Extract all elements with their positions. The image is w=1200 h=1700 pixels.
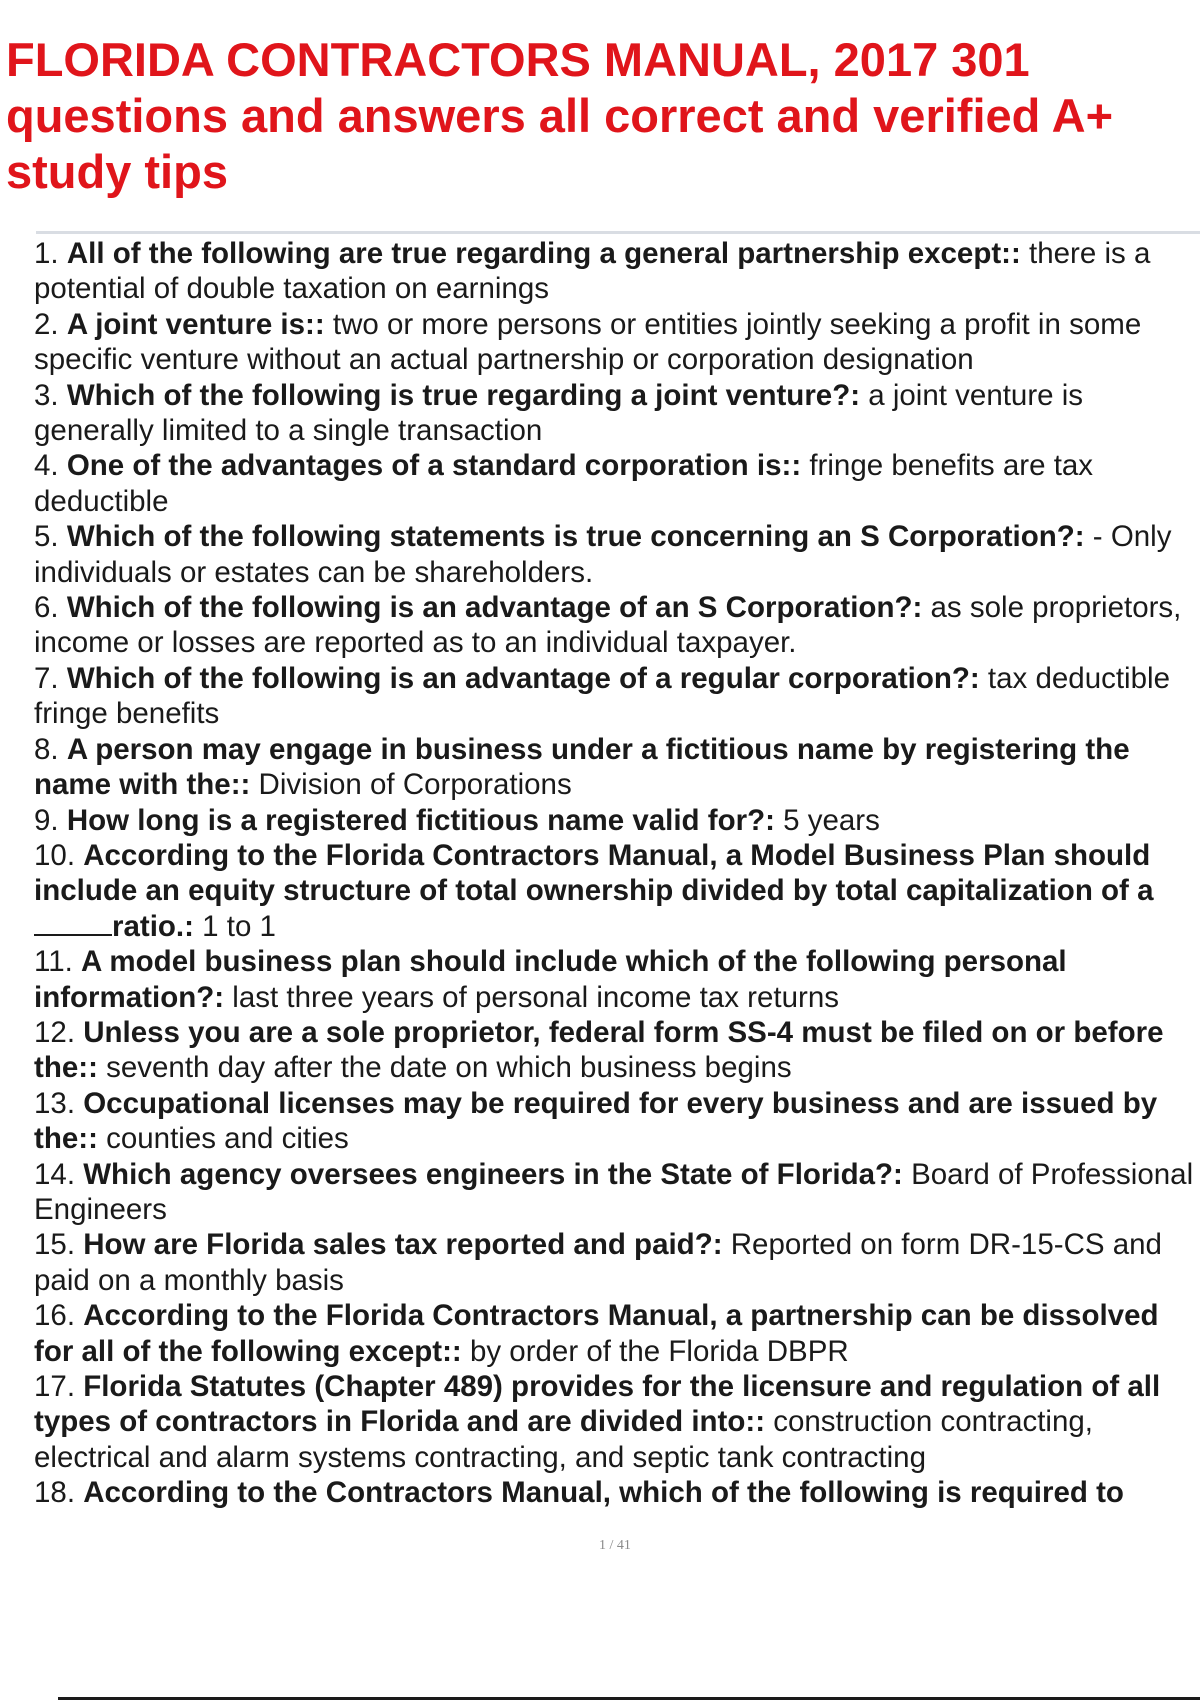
question-number: 5.: [34, 520, 59, 554]
question-item-8: [34, 732, 1200, 803]
answer-text: 5 years: [774, 803, 880, 837]
question-item-3: [34, 378, 1200, 449]
question-list: [34, 236, 1200, 1511]
question-item-9: [34, 803, 1200, 838]
question-text: Which of the following is true regarding a joint venture?:: [66, 378, 861, 412]
page-number: 1 / 41: [599, 1538, 631, 1553]
answer-text: Reported on form DR-15-CS and paid on a monthly basis: [34, 1228, 1162, 1297]
question-number: 11.: [34, 945, 73, 979]
question-text: According to the Florida Contractors Manual, a Model Business Plan should include an equity structure of total ownership divided by total capitalization of a: [34, 838, 1154, 908]
question-number: 17.: [34, 1370, 76, 1403]
question-text: Which of the following is an advantage of a regular corporation?:: [66, 661, 980, 695]
question-text: Which of the following statements is true concerning an S Corporation?:: [66, 520, 1085, 554]
answer-text: Board of Professional Engineers: [34, 1157, 1194, 1226]
answer-text: as sole proprietors, income or losses are reported as to an individual taxpayer.: [34, 591, 1182, 660]
question-text: How long is a registered fictitious name valid for?:: [66, 803, 775, 837]
question-item-4: [34, 448, 1200, 519]
question-item-17: [34, 1369, 1200, 1475]
question-text: Unless you are a sole proprietor, federal form SS-4 must be filed on or before the::: [34, 1015, 1164, 1085]
answer-text: a joint venture is generally limited to a single transaction: [34, 378, 1084, 448]
question-number: 18.: [34, 1476, 76, 1510]
question-number: 1.: [34, 237, 59, 270]
question-item-7: [34, 661, 1200, 732]
question-text: According to the Florida Contractors Manual, a partnership can be dissolved for all of the following except::: [34, 1299, 1159, 1368]
answer-text: construction contracting, electrical and alarm systems contracting, and septic tank contracting: [34, 1405, 1093, 1474]
question-text: Which of the following is an advantage of an S Corporation?:: [66, 591, 923, 625]
question-item-5: [34, 519, 1200, 590]
question-item-10: [34, 838, 1200, 944]
question-item-13: [34, 1086, 1200, 1157]
question-number: 9.: [34, 803, 59, 837]
answer-text: seventh day after the date on which business begins: [97, 1051, 792, 1085]
question-number: 10.: [34, 838, 76, 872]
question-number: 2.: [34, 307, 59, 341]
question-text: Occupational licenses may be required for every business and are issued by the::: [34, 1086, 1158, 1156]
question-item-16: [34, 1298, 1200, 1369]
question-number: 14.: [34, 1157, 76, 1191]
question-text: All of the following are true regarding a general partnership except::: [66, 237, 1021, 270]
answer-text: by order of the Florida DBPR: [461, 1334, 849, 1368]
question-text: Which agency oversees engineers in the State of Florida?:: [83, 1157, 903, 1191]
question-item-1: [34, 236, 1200, 307]
question-item-15: [34, 1227, 1200, 1298]
question-item-14: [34, 1157, 1200, 1228]
question-item-6: [34, 590, 1200, 661]
question-text: A joint venture is::: [66, 307, 325, 341]
answer-text: fringe benefits are tax deductible: [34, 449, 1094, 518]
answer-text: two or more persons or entities jointly seeking a profit in some specific venture without an actual partnership or corporation designation: [34, 307, 1142, 377]
fill-in-blank: [34, 933, 112, 936]
answer-text: tax deductible fringe benefits: [34, 661, 1170, 731]
question-item-2: [34, 307, 1200, 378]
question-text: A model business plan should include which of the following personal information?:: [34, 945, 1067, 1014]
answer-text: Division of Corporations: [250, 768, 572, 802]
title-divider: [36, 231, 1200, 234]
answer-text: 1 to 1: [193, 909, 276, 943]
question-number: 16.: [34, 1299, 76, 1333]
question-text-suffix: ratio.:: [112, 909, 194, 943]
question-text: How are Florida sales tax reported and paid?:: [83, 1228, 723, 1262]
question-number: 15.: [34, 1228, 76, 1262]
question-item-12: [34, 1015, 1200, 1086]
question-item-18: [34, 1475, 1200, 1510]
question-item-11: [34, 944, 1200, 1015]
answer-text: counties and cities: [97, 1122, 349, 1156]
question-text: Florida Statutes (Chapter 489) provides for the licensure and regulation of all types of contractors in Florida and are divided into::: [34, 1370, 1161, 1439]
question-text: According to the Contractors Manual, which of the following is required to: [83, 1476, 1124, 1510]
question-number: 3.: [34, 378, 59, 412]
question-number: 13.: [34, 1086, 76, 1120]
answer-text: last three years of personal income tax returns: [224, 980, 839, 1014]
question-number: 8.: [34, 732, 59, 766]
question-number: 4.: [34, 449, 59, 483]
question-number: 12.: [34, 1015, 76, 1049]
question-number: 7.: [34, 661, 59, 695]
question-text: A person may engage in business under a fictitious name by registering the name with the::: [34, 732, 1130, 802]
question-number: 6.: [34, 591, 59, 625]
answer-text: there is a potential of double taxation on earnings: [34, 237, 1151, 306]
question-text: One of the advantages of a standard corporation is::: [66, 449, 802, 483]
page-title: FLORIDA CONTRACTORS MANUAL, 2017 301 questions and answers all correct and verified A+ study tips: [6, 33, 1114, 198]
answer-text: - Only individuals or estates can be shareholders.: [34, 520, 1172, 589]
